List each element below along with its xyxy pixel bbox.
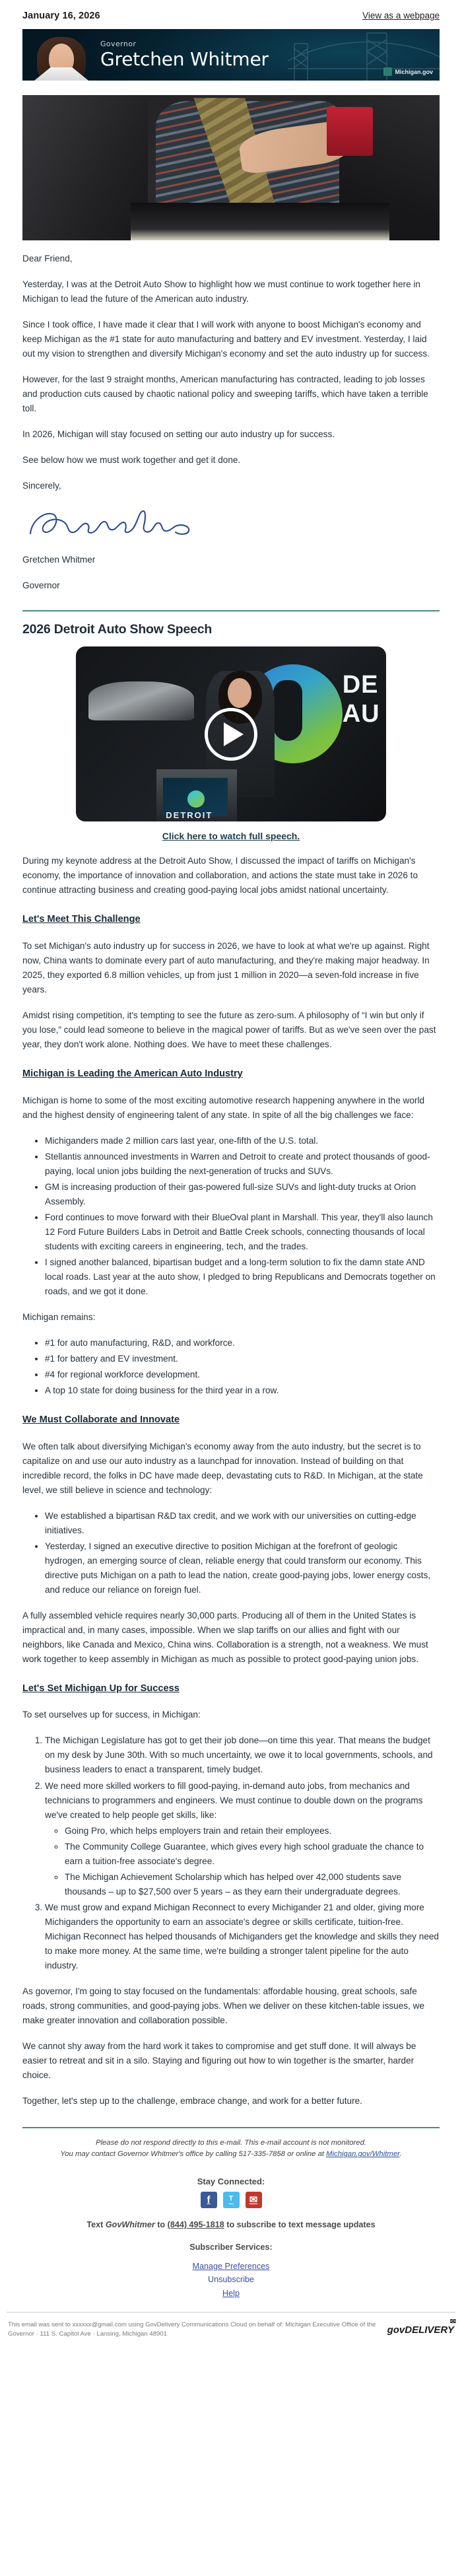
- list-item: [45, 1733, 440, 1777]
- stay-connected-label: Stay Connected:: [197, 2176, 265, 2186]
- numbered-item-text: We must grow and expand Michigan Reconnect to every Michigander 21 and older, giving more Michiganders the opportunity to earn an associate's degree or skills certificate, tuition-free. Michigan Reconnect has helped thousands of Michiganders get the knowledge and skills they need to make more money. At the same time, we're building a stronger talent pipeline for the auto industry.: [45, 1902, 439, 1970]
- footer-divider: [22, 2127, 440, 2128]
- speech-paragraph-10: Together, let's step up to the challenge, embrace change, and work for a better future.: [22, 2095, 362, 2106]
- manage-preferences-link[interactable]: Manage Preferences: [192, 2261, 270, 2271]
- govdelivery-wordmark: govDELIVERY: [387, 2324, 454, 2336]
- letter-salutation: Dear Friend,: [22, 254, 73, 263]
- speaker-face: [228, 678, 251, 708]
- car-silhouette-graphic: [88, 681, 194, 720]
- letter-paragraph-3: However, for the last 9 straight months, American manufacturing has contracted, leading to job losses and production cuts caused by chaotic national policy and sweeping tariffs, which have taken a terrible toll.: [22, 374, 428, 414]
- text-mid: to: [154, 2219, 168, 2229]
- speech-heading-set-up-success: Let's Set Michigan Up for Success: [22, 1683, 180, 1694]
- governor-banner: [22, 29, 440, 81]
- speech-heading-leading-industry: Michigan is Leading the American Auto Industry: [22, 1068, 243, 1080]
- speech-paragraph-7: To set ourselves up for success, in Michigan:: [22, 1710, 201, 1720]
- list-item: • #4 for regional workforce development.: [45, 1368, 440, 1382]
- social-links: [0, 2192, 462, 2208]
- speech-heading-collaborate-innovate: We Must Collaborate and Innovate: [22, 1414, 180, 1425]
- list-item: • Yesterday, I signed an executive directive to position Michigan at the forefront of geologic hydrogen, an emerging source of clean, reliable energy that could transform our economy. This directive puts Michigan on a path to lead the nation, create good-paying jobs, lower energy costs, and reduce our reliance on foreign fuel.: [45, 1539, 440, 1597]
- banner-governor-name: Gretchen Whitmer: [100, 48, 269, 70]
- speech-paragraph-2: Amidst rising competition, it's tempting to see the future as zero-sum. A philosophy of “I win but only if you lose,” could lead someone to believe in the magical power of tariffs. But as we've seen over the past year, they don't work alone. Nothing does. We have to meet these challenges.: [22, 1010, 436, 1049]
- watch-full-speech-link[interactable]: Click here to watch full speech.: [162, 831, 300, 842]
- email-date: January 16, 2026: [22, 11, 100, 21]
- governor-portrait: [32, 29, 91, 81]
- letter-closing: Sincerely,: [22, 481, 61, 491]
- speech-section-title: 2026 Detroit Auto Show Speech: [22, 622, 213, 637]
- detroit-wordmark: DETROIT: [166, 810, 213, 820]
- section-divider: [22, 610, 440, 611]
- govwhitmer-keyword: GovWhitmer: [105, 2219, 155, 2229]
- speech-heading-meet-challenge: Let's Meet This Challenge: [22, 914, 141, 925]
- speech-paragraph-3: Michigan is home to some of the most exciting automotive research happening anywhere in the world and the highest density of engineering talent of any state. In spite of all the big challenges we face:: [22, 1095, 425, 1120]
- signature-name: Gretchen Whitmer: [22, 555, 96, 565]
- list-item: • A top 10 state for doing business for the third year in a row.: [45, 1383, 440, 1398]
- email-topbar: [0, 0, 462, 29]
- email-icon[interactable]: ✉: [246, 2192, 262, 2208]
- play-button-icon[interactable]: [205, 708, 257, 761]
- text-subscribe-line: [0, 2220, 462, 2229]
- speech-bullets-achievements: [22, 1134, 440, 1299]
- speech-paragraph-8: As governor, I'm going to stay focused on the fundamentals: affordable housing, great schools, safe roads, strong communities, and good-paying jobs. When we deliver on these kitchen-table issues, we make greater innovation and collaboration possible.: [22, 1986, 425, 2025]
- list-item: ◦ Going Pro, which helps employers train and retain their employees.: [65, 1824, 440, 1838]
- sent-to-text: This email was sent to xxxxxx@gmail.com using GovDelivery Communications Cloud on behalf of: Michigan Executive Office of the Governor · 111 S. Capitol Ave · Lansing, Michigan 48901: [8, 2320, 376, 2338]
- legal-line-2: [22, 2149, 440, 2161]
- legal-line-1: Please do not respond directly to this e-mail. This e-mail account is not monitored.: [95, 2138, 367, 2147]
- text-pre: Text: [86, 2219, 106, 2229]
- list-item: • Ford continues to move forward with their BlueOval plant in Marshall. This year, they'll also launch 12 Ford Future Builders Labs in Detroit and Battle Creek schools, connecting thousands of local students with exciting careers in engineering, tech, and the trades.: [45, 1210, 440, 1254]
- banner-role-label: Governor: [100, 40, 137, 48]
- view-as-webpage-link[interactable]: View as a webpage: [362, 11, 440, 20]
- subscriber-links: [0, 2260, 462, 2300]
- speech-paragraph-1: To set Michigan's auto industry up for success in 2026, we have to look at what we're up against. Right now, China wants to dominate every part of auto manufacturing, and they're making major headway. In 2025, they exported 6.8 million vehicles, up from just 1 million in 2020—a seven-fold increase in five years.: [22, 940, 430, 994]
- speech-video-thumbnail[interactable]: [76, 646, 386, 821]
- speech-sub-bullets-programs: [45, 1824, 440, 1899]
- michigan-gov-whitmer-link[interactable]: Michigan.gov/Whitmer: [326, 2150, 400, 2159]
- letter-paragraph-4: In 2026, Michigan will stay focused on setting our auto industry up for success.: [22, 429, 335, 440]
- text-post: to subscribe to text message updates: [224, 2219, 376, 2229]
- list-item: ◦ The Community College Guarantee, which gives every high school graduate the chance to earn a tuition-free associate's degree.: [65, 1840, 440, 1869]
- speech-intro: During my keynote address at the Detroit Auto Show, I discussed the impact of tariffs on Michigan's economy, the importance of innovation and collaboration, and actions the state must take in 2026 to continue attracting business and creating good-paying local jobs amidst national uncertainty.: [22, 856, 418, 895]
- list-item: • We established a bipartisan R&D tax credit, and we work with our universities on cutting-edge initiatives.: [45, 1509, 440, 1538]
- signature-title: Governor: [22, 580, 60, 591]
- list-item: • Michiganders made 2 million cars last year, one-fifth of the U.S. total.: [45, 1134, 440, 1148]
- list-item: • #1 for battery and EV investment.: [45, 1352, 440, 1366]
- list-item: • #1 for auto manufacturing, R&D, and workforce.: [45, 1336, 440, 1350]
- list-item: • I signed another balanced, bipartisan budget and a long-term solution to fix the damn state AND local roads. Last year at the auto show, I pledged to bring Republicans and Democrats together on roads, and we got it done.: [45, 1255, 440, 1299]
- speech-bullets-science-tech: [22, 1509, 440, 1597]
- speech-paragraph-5: We often talk about diversifying Michigan's economy away from the auto industry, but the secret is to capitalize on and use our auto industry as a launchpad for innovation. Instead of building on that incredible record, the folks in DC have made deep, devastating cuts to R&D. In Michigan, at the state level, we still believe in science and technology:: [22, 1441, 423, 1495]
- list-item: • Stellantis announced investments in Warren and Detroit to create and protect thousands of good-paying, local union jobs building the next-generation of trucks and SUVs.: [45, 1150, 440, 1179]
- signature-image: [22, 505, 220, 541]
- help-link[interactable]: Help: [222, 2288, 240, 2298]
- list-item: ◦ The Michigan Achievement Scholarship which has helped over 42,000 students save thousands – up to $27,500 over 5 years – as they earn their undergraduate degrees.: [65, 1870, 440, 1899]
- numbered-item-text: The Michigan Legislature has got to get their job done—on time this year. That means the budget on my desk by June 30th. With so much uncertainty, we owe it to local governments, schools, and business leaders to enact a transparent, timely budget.: [45, 1735, 433, 1775]
- banner-text-block: [100, 40, 269, 69]
- michigan-logo: [383, 67, 433, 76]
- watch-speech-link-wrap: [0, 831, 462, 843]
- letter-paragraph-5: See below how we must work together and get it done.: [22, 455, 241, 466]
- michigan-logo-mark: [383, 67, 392, 76]
- footer-legal-notice: [22, 2138, 440, 2161]
- speech-bullets-rankings: [22, 1336, 440, 1398]
- unsubscribe-link[interactable]: Unsubscribe: [208, 2275, 254, 2285]
- list-item: [45, 1900, 440, 1973]
- numbered-item-text: We need more skilled workers to fill good-paying, in-demand auto jobs, from mechanics and technicians to programmers and engineers. We must continue to double down on the programs we've created to help people get skills, like:: [45, 1780, 423, 1820]
- hero-photo-governor-in-car: [22, 95, 440, 240]
- legal-line-2-post: .: [399, 2150, 402, 2159]
- legal-line-2-pre: You may contact Governor Whitmer's office by calling 517-335-7858 or online at: [60, 2150, 327, 2159]
- speech-michigan-remains-lead: Michigan remains:: [22, 1311, 96, 1322]
- twitter-icon[interactable]: ᵀ: [223, 2192, 240, 2208]
- govdelivery-envelope-icon: ✉: [449, 2317, 456, 2326]
- speech-numbered-actions: [22, 1733, 440, 1972]
- subscriber-services-label: Subscriber Services:: [189, 2242, 273, 2252]
- sent-info-row: [0, 2313, 462, 2350]
- letter-paragraph-2: Since I took office, I have made it clear that I will work with anyone to boost Michigan's economy and keep Michigan as the #1 state for auto manufacturing and battery and EV investment. Yesterday, I laid out my vision to strengthen and diversify Michigan's economy and set the auto industry up for success.: [22, 320, 430, 359]
- speech-paragraph-6: A fully assembled vehicle requires nearly 30,000 parts. Producing all of them in the United States is impractical and, in many cases, impossible. When we slap tariffs on our allies and fight with our neighbors, like Canada and Mexico, China wins. Collaboration is a strength, not a weakness. We must work together to keep assembly in Michigan as much as possible to protect good-paying union jobs.: [22, 1610, 428, 1664]
- detroit-auto-backdrop-text: DE AU: [342, 671, 380, 728]
- speech-body: [0, 854, 462, 2108]
- text-subscribe-number[interactable]: (844) 495-1818: [167, 2219, 224, 2229]
- govdelivery-logo: [387, 2317, 456, 2336]
- list-item: • GM is increasing production of their gas-powered full-size SUVs and light-duty trucks at Orion Assembly.: [45, 1180, 440, 1209]
- letter-paragraph-1: Yesterday, I was at the Detroit Auto Show to highlight how we must continue to work together here in Michigan to lead the future of the American auto industry.: [22, 279, 420, 304]
- speech-paragraph-9: We cannot shy away from the hard work it takes to compromise and get stuff done. It will always be easier to retreat and sit in a silo. Staying and figuring out how to win together is the smarter, harder choice.: [22, 2040, 416, 2080]
- facebook-icon[interactable]: f: [201, 2192, 217, 2208]
- michigan-logo-text: Michigan.gov: [395, 68, 433, 75]
- list-item: [45, 1779, 440, 1899]
- letter-body: [0, 252, 462, 593]
